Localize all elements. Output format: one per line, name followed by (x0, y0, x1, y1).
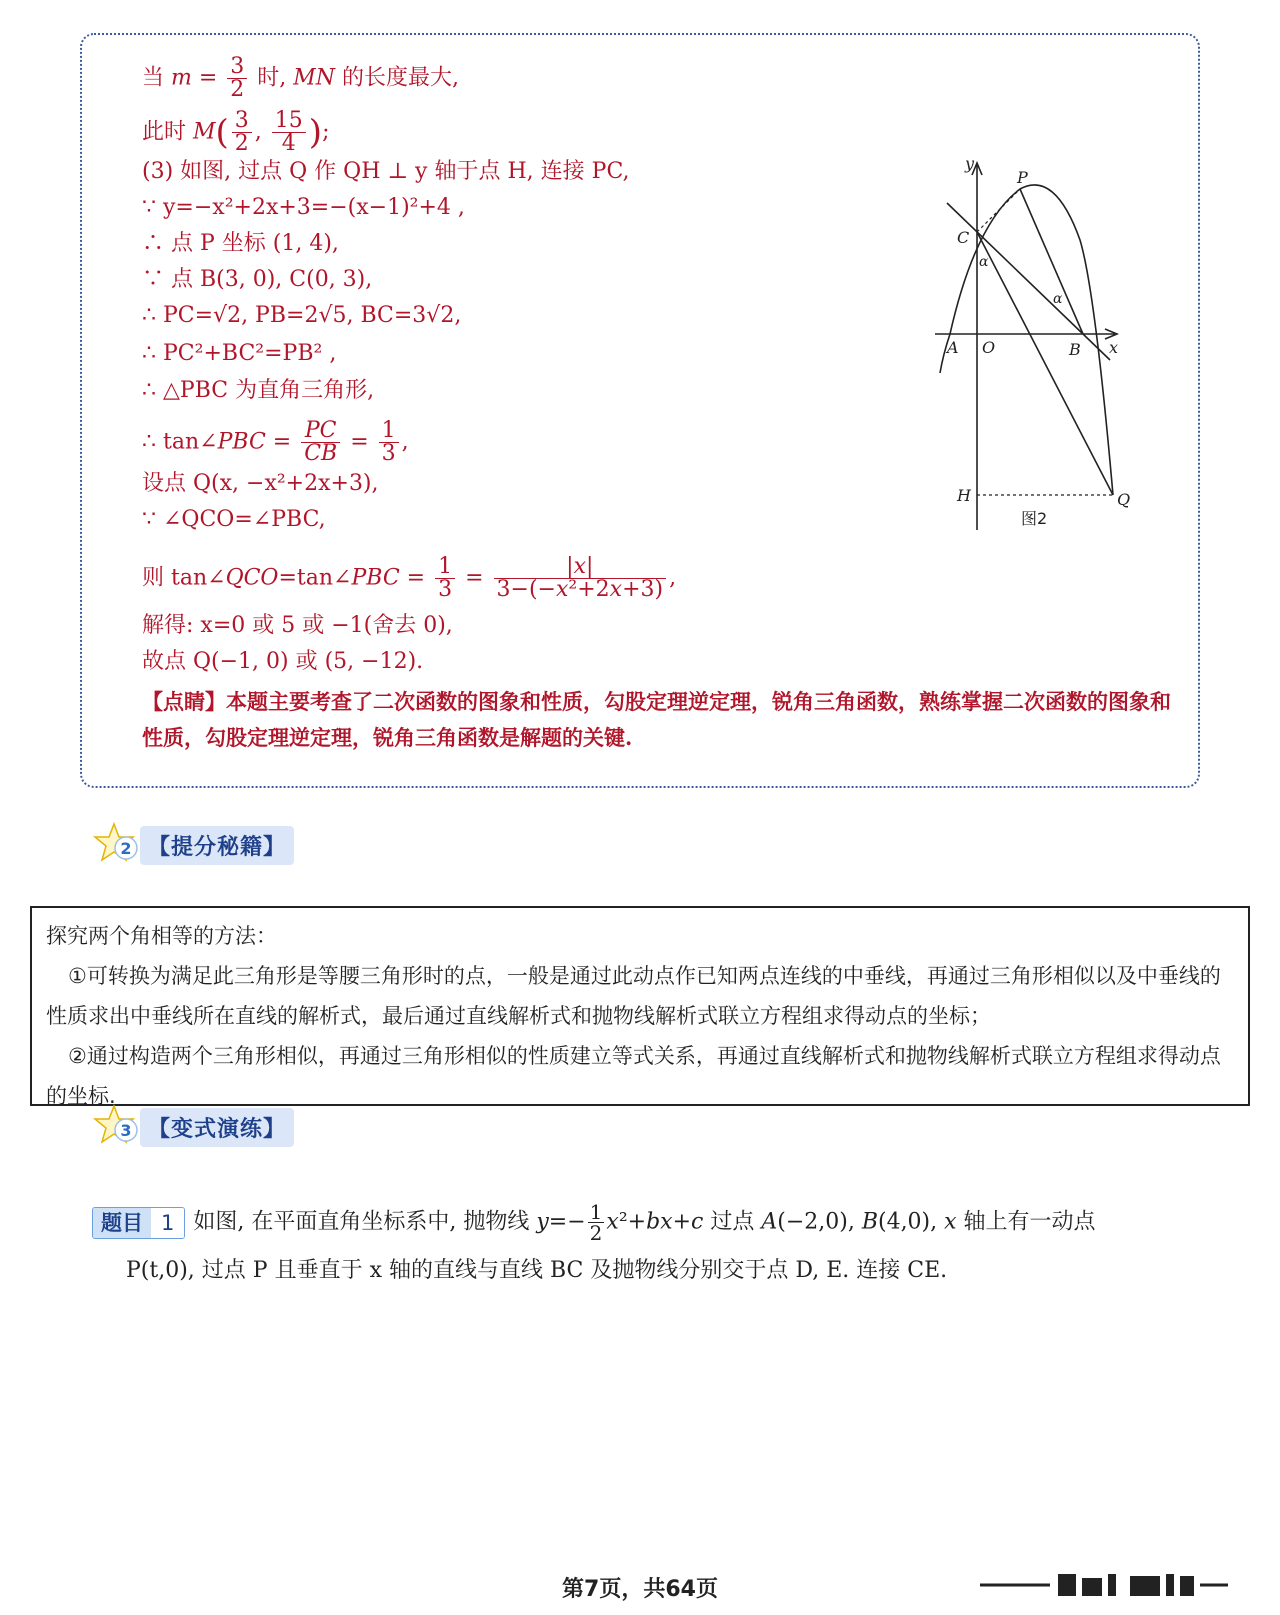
tips-method-1: ①可转换为满足此三角形是等腰三角形时的点，一般是通过此动点作已知两点连线的中垂线，再通过三角形相似以及中垂线的性质求出中垂线所在直线的解析式，最后通过直线解析式和抛物线解析式联立方程组求得动点的坐标； (46, 964, 1221, 1028)
section-header-tips (92, 822, 294, 868)
question-line-1: 题目 1 如图, 在平面直角坐标系中, 抛物线 y=− $\frac{1}{2}$ x²+bx+c 过点 A(−2,0), B(4,0), x 轴上有一动点 (92, 1202, 1096, 1243)
solution-line-9: ∴ △PBC 为直角三角形, (142, 378, 375, 403)
svg-text:2: 2 (120, 839, 132, 858)
star-badge-icon (92, 1104, 140, 1150)
line-pb (1020, 189, 1083, 334)
solution-line-14: 解得: x=0 或 5 或 −1(舍去 0), (142, 613, 453, 638)
question-line-2: P(t,0), 过点 P 且垂直于 x 轴的直线与直线 BC 及抛物线分别交于点 D, E. 连接 CE. (126, 1258, 948, 1283)
solution-line-6: ∵ 点 B(3, 0), C(0, 3), (142, 267, 373, 292)
label-x: x (1109, 338, 1119, 357)
label-alpha-1: α (979, 254, 989, 270)
solution-line-2: 此时 M( $\frac{3}{2}$ , $\frac{15}{4}$ ); (142, 108, 330, 156)
label-y: y (965, 155, 975, 173)
section-title-practice: 【变式演练】 (140, 1108, 294, 1147)
label-b: B (1069, 340, 1081, 359)
line-cq (977, 232, 1113, 495)
tips-box (30, 906, 1250, 1106)
solution-line-8: ∴ PC²+BC²=PB² , (142, 341, 337, 366)
label-alpha-2: α (1053, 291, 1063, 307)
star-badge-icon (92, 822, 140, 868)
solution-line-10: ∴ tan∠PBC = $\frac{PC}{CB}$ = $\frac{1}{3}$ , (142, 418, 409, 466)
solution-line-4: ∵ y=−x²+2x+3=−(x−1)²+4 , (142, 195, 465, 220)
watermark-logo-icon (980, 1570, 1230, 1600)
solution-line-1: 当 m = $\frac{3}{2}$ 时, MN 的长度最大, (142, 54, 460, 102)
label-o: O (982, 338, 996, 357)
page-number: 第7页，共64页 (562, 1577, 718, 1602)
parabola-figure (935, 155, 1155, 535)
solution-line-13: 则 tan∠QCO=tan∠PBC = $\frac{1}{3}$ = $\frac{|x|}{\text{3−(−x²+2x+3)}}$ , (142, 554, 677, 602)
label-c: C (957, 228, 970, 247)
tips-method-2: ②通过构造两个三角形相似，再通过三角形相似的性质建立等式关系，再通过直线解析式和抛物线解析式联立方程组求得动点的坐标. (46, 1044, 1221, 1108)
solution-line-15: 故点 Q(−1, 0) 或 (5, −12). (142, 649, 424, 674)
label-p: P (1017, 168, 1028, 187)
key-point-note: 【点睛】本题主要考查了二次函数的图象和性质，勾股定理逆定理，锐角三角函数，熟练掌握二次函数的图象和性质，勾股定理逆定理，锐角三角函数是解题的关键. (142, 689, 1171, 750)
solution-line-12: ∵ ∠QCO=∠PBC, (142, 507, 326, 532)
line-cb (947, 203, 1110, 360)
label-h: H (957, 486, 971, 505)
solution-line-5: ∴ 点 P 坐标 (1, 4), (142, 231, 339, 256)
section-title-tips: 【提分秘籍】 (140, 826, 294, 865)
solution-line-3: (3) 如图, 过点 Q 作 QH ⊥ y 轴于点 H, 连接 PC, (142, 159, 630, 184)
tips-heading: 探究两个角相等的方法： (46, 924, 277, 948)
svg-text:3: 3 (120, 1121, 132, 1140)
solution-line-7: ∴ PC=√2, PB=2√5, BC=3√2, (142, 303, 462, 328)
label-q: Q (1117, 490, 1131, 509)
solution-line-11: 设点 Q(x, −x²+2x+3), (142, 471, 379, 496)
question-badge: 题目 1 (92, 1207, 185, 1239)
label-a: A (947, 338, 959, 357)
figure-caption: 图2 (1021, 509, 1048, 528)
section-header-practice (92, 1104, 294, 1150)
